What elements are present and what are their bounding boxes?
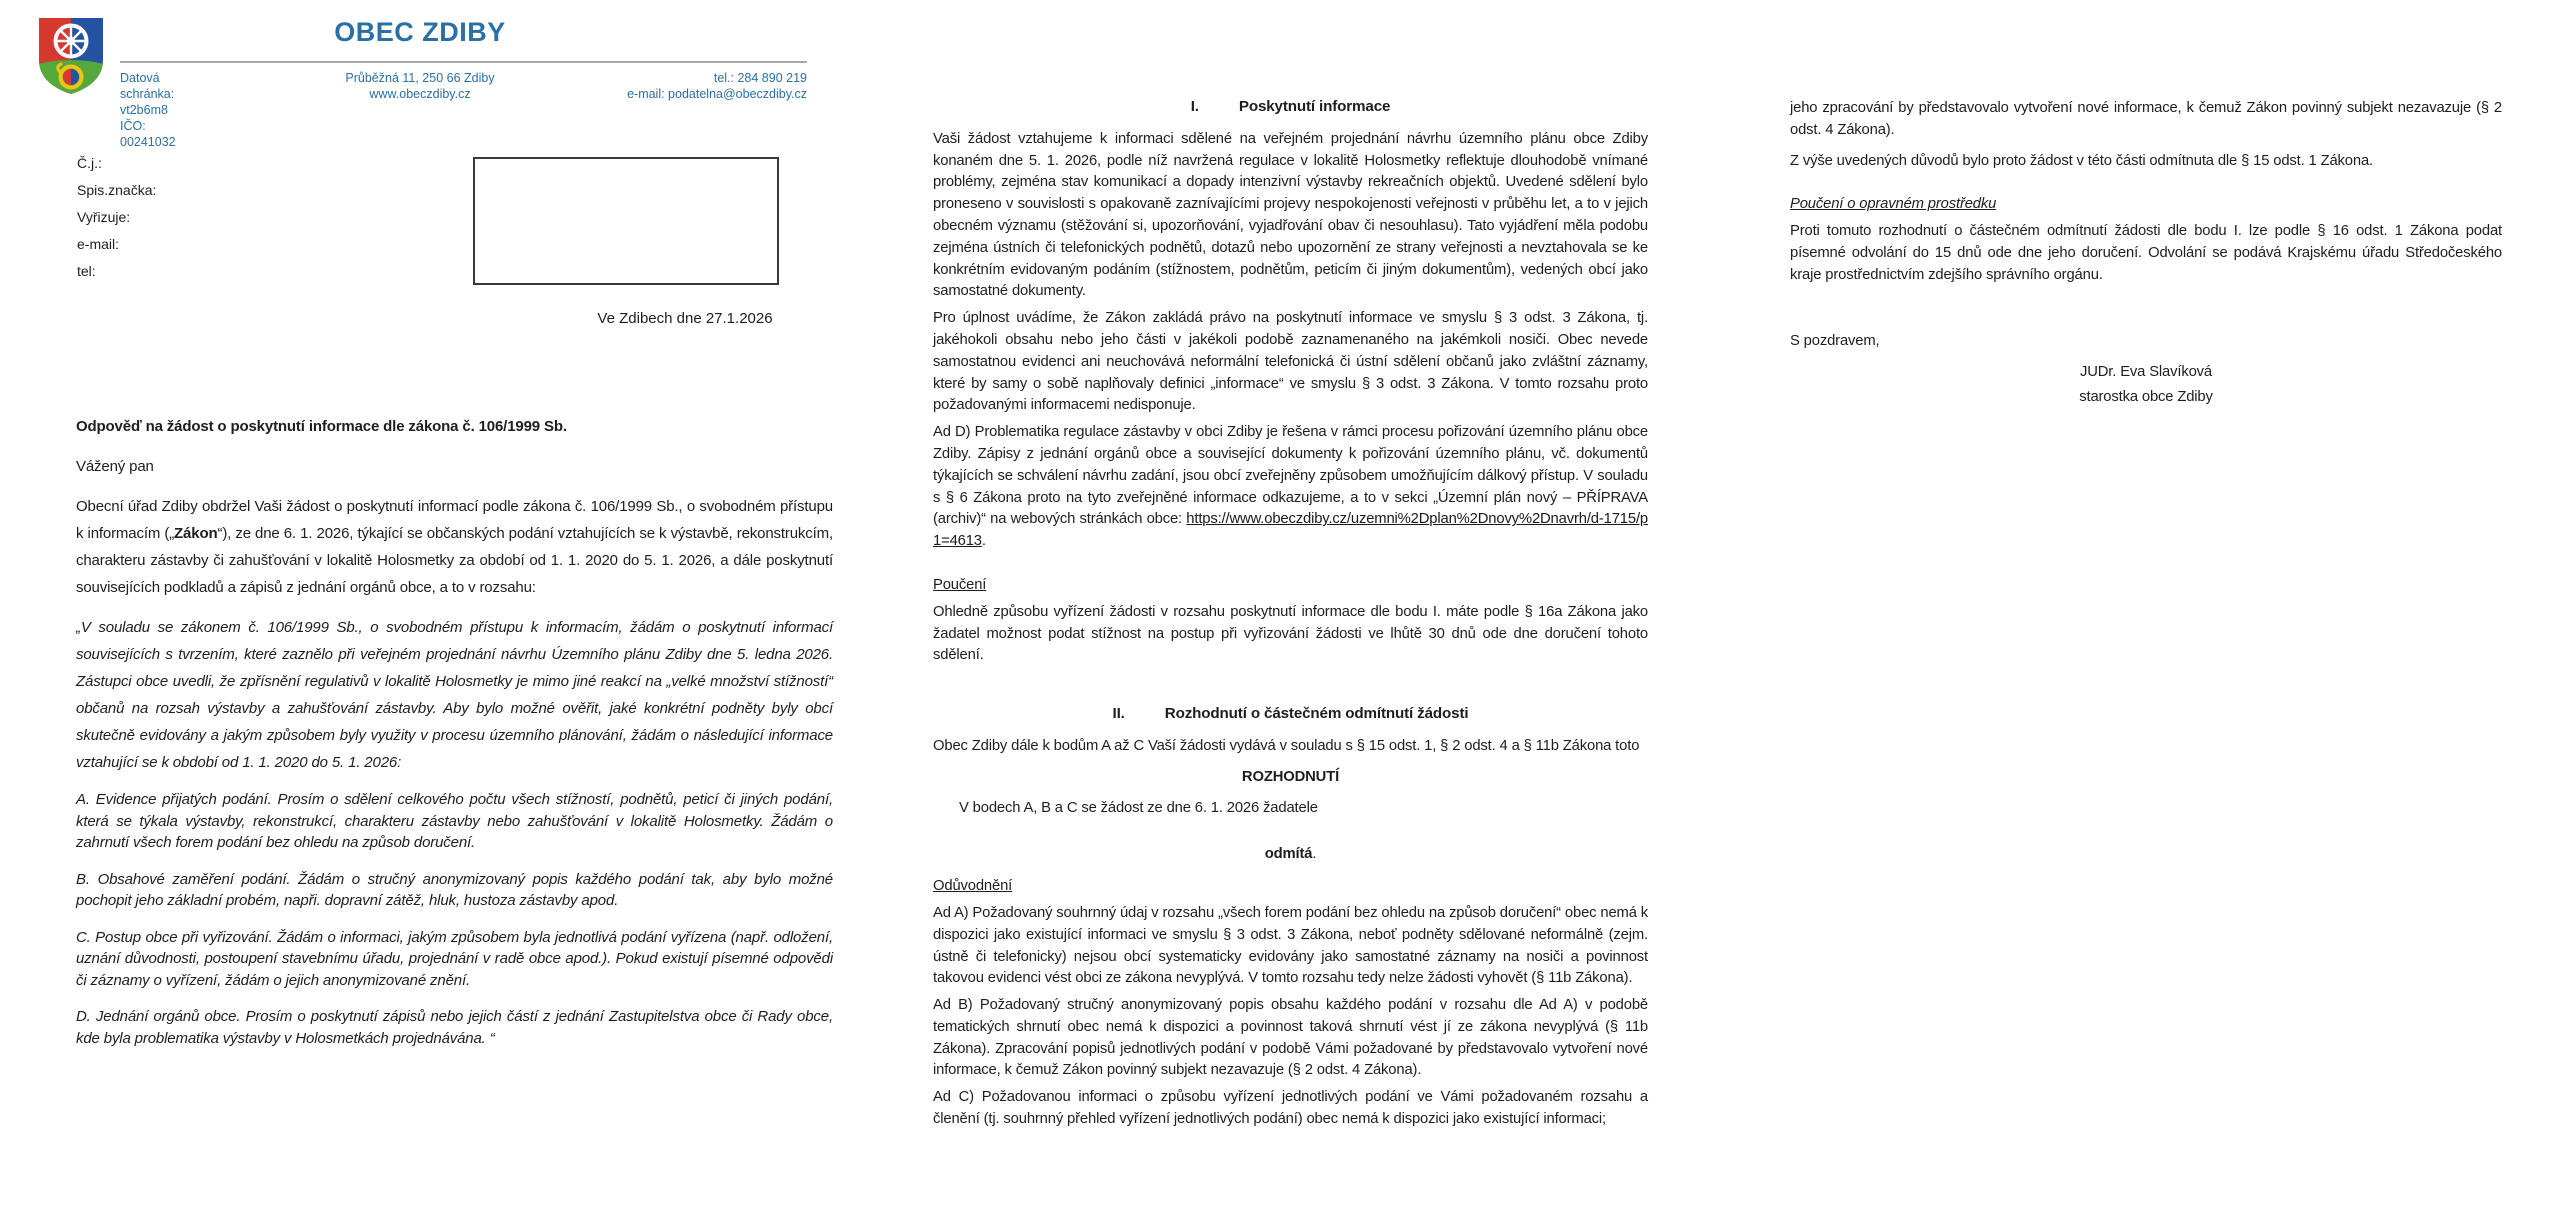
letterhead-phone: tel.: 284 890 219 [713, 71, 807, 85]
appeal-heading: Poučení o opravném prostředku [1790, 196, 1997, 213]
territorial-plan-link[interactable]: https://www.obeczdiby.cz/uzemni%2Dplan%2Dnovy%2Dnavrh/d-1715/p1=4613 [933, 511, 1648, 550]
section-2-title: Rozhodnutí o částečném odmítnutí žádosti [1164, 705, 1469, 723]
request-item-a: A. Evidence přijatých podání. Prosím o sdělení celkového počtu všech stížností, podnětů, peticí či jiných podání, která se týkala výstavby, rekonstrukcí, charakteru zástavby nebo zahušťování v lokalitě Holosmetky. Žádám o zahrnutí všech forem podání bez ohledu na způsob doručení. [76, 791, 833, 851]
date-line: Ve Zdibech dne 27.1.2026 [597, 310, 773, 327]
request-item-c: C. Postup obce při vyřizování. Žádám o informaci, jakým způsobem byla jednotlivá podání vyřízena (např. odložení, uznání důvodnosti, postoupení stavebnímu úřadu, projednání v radě obce apod.). Pokud existují písemné odpovědi či záznamy o vyřízení, žádám o jejich anonymizované znění. [76, 928, 833, 989]
rozhodnuti-heading: ROZHODNUTÍ [1241, 768, 1340, 785]
letterhead-email: e-mail: podatelna@obeczdiby.cz [627, 87, 807, 101]
letterhead-databox: Datová schránka: vt2b6m8 [120, 71, 175, 117]
signature-block [1790, 360, 2502, 410]
page-3 [1790, 98, 2502, 410]
zdiby-coat-of-arms-logo [34, 15, 108, 97]
section-1-paragraph-1: Vaši žádost vztahujeme k informaci sdělené na veřejném projednání návrhu územního plánu obce Zdiby konaném dne 5. 1. 2026, podle níž navržená regulace v lokalitě Holosmetky reflektuje dlouhodobě vnímané problémy, zejména stav komunikací a dopady intenzivní výstavby rekreačních objektů. Uvedené sdělení bylo proneseno v souvislosti s opakovaně zaznívajícími projevy nespokojenosti veřejnosti v průběhu let, a to v jejich obecném významu (stěžování si, upozorňování, vyjadřování obav či nesouhlasu). Tato vyjádření měla podobu zejména ústních či telefonických podnětů, dotazů nebo upozornění ze strany veřejnosti a nevztahovala se ke konkrétním evidovaným podáním (stížnostem, podnětům, peticím či jiným dokumentům), vedených obcí jako samostatné dokumenty. [933, 130, 1648, 300]
ref-email: e-mail: [77, 236, 120, 252]
verdict-period: . [1312, 846, 1317, 863]
ref-tel: tel: [77, 263, 96, 279]
letterhead-ico: IČO: 00241032 [120, 119, 176, 149]
reasoning-ad-a: Ad A) Požadovaný souhrnný údaj v rozsahu „všech forem podání bez ohledu na způsob doručení“ obec nemá k dispozici jako existující informaci ve smyslu § 3 odst. 3 Zákona, neboť podněty sdělované neformálně (zejm. ústně či telefonicky) nejsou obcí systematicky evidovány jako samostatné záznamy na nosiči a povinnost takovou evidenci vést obci ze zákona nevyplývá. V tomto rozsahu tedy nelze žádosti vyhovět (§ 11b Zákona). [933, 904, 1648, 987]
section-2-number: II. [1112, 705, 1125, 723]
subject-line: Odpověď na žádost o poskytnutí informace dle zákona č. 106/1999 Sb. [76, 418, 567, 435]
oduvodneni-heading: Odůvodnění [933, 878, 1013, 895]
ref-cj: Č.j.: [77, 155, 102, 171]
page-2 [933, 96, 1648, 1136]
intro-bold-term: Zákon [174, 525, 218, 542]
request-item-d: D. Jednání orgánů obce. Prosím o poskytnutí zápisů nebo jejich částí z jednání Zastupitelstva obce či Rady obce, kde byla problematika výstavby v Holosmetkách projednávána. “ [76, 1008, 833, 1047]
section-1-title: Poskytnutí informace [1238, 98, 1391, 115]
intro-text-post: “), ze dne 6. 1. 2026, týkající se občanských podání vztahujících se k výstavbě, rekonstrukcím, charakteru zástavby či zahušťování v lokalitě Holosmetky za období od 1. 1. 2020 do 5. 1. 2026, a dále poskytnutí souvisejících podkladů a zápisů z jednání orgánů obce, a to v rozsahu: [76, 525, 833, 596]
letterhead-address: Průběžná 11, 250 66 Zdiby [345, 71, 495, 85]
reasoning-ad-c: Ad C) Požadovanou informaci o způsobu vyřízení jednotlivých podání ve Vámi požadovaném rozsahu a členění (tj. souhrnný přehled vyřízení jednotlivých podání) obec nemá k dispozici jako existující informaci; [933, 1089, 1648, 1128]
decision-scope-line: V bodech A, B a C se žádost ze dne 6. 1. 2026 žadatele [959, 799, 1318, 816]
recipient-address-box [473, 157, 779, 285]
ref-vyrizuje: Vyřizuje: [77, 209, 131, 225]
pouceni-heading: Poučení [933, 576, 987, 593]
ad-d-text-end: . [981, 533, 986, 550]
letterhead-right-block [420, 70, 807, 102]
ref-spis-znacka: Spis.značka: [77, 182, 157, 198]
section-2-heading [933, 703, 1648, 725]
ad-d-text: Ad D) Problematika regulace zástavby v obci Zdiby je řešena v rámci procesu pořizování územního plánu obce Zdiby. Zápisy z jednání orgánů obce a související dokumenty k pořizování územního plánu, vč. dokumentů týkajících se schválení návrhu zadání, jsou obcí zveřejněny způsobem umožňujícím dálkový přístup. V souladu s § 6 Zákona proto na tyto zveřejněné informace odkazujeme, a to v sekci „Územní plán nový – PŘÍPRAVA (archiv)“ na webových stránkách obce: [933, 424, 1648, 528]
letterhead-web: www.obeczdiby.cz [369, 87, 471, 101]
decision-verdict [933, 844, 1648, 866]
closing-line: S pozdravem, [1790, 332, 1880, 349]
verdict-word: odmítá [1264, 846, 1313, 863]
reference-fields [77, 150, 156, 285]
request-item-b: B. Obsahové zaměření podání. Žádám o stručný anonymizovaný popis každého podání tak, aby bylo možné pochopit jeho základní probém, napři. dopravní zátěž, hluk, hustoza zástavby apod. [76, 870, 833, 909]
appeal-paragraph: Proti tomuto rozhodnutí o částečném odmítnutí žádosti dle bodu I. lze podle § 16 odst. 1 Zákona podat písemné odvolání do 15 dnů ode dne jeho doručení. Odvolání se podává Krajskému úřadu Středočeského kraje prostřednictvím zdejšího správního orgánu. [1790, 223, 2502, 283]
pouceni-paragraph: Ohledně způsobu vyřízení žádosti v rozsahu poskytnutí informace dle bodu I. máte podle § 16a Zákona jako žadatel možnost podat stížnost na postup při vyřizování žádosti ve lhůtě 30 dnů ode dne doručení tohoto sdělení. [933, 603, 1648, 664]
request-quote: „V souladu se zákonem č. 106/1999 Sb., o svobodném přístupu k informacím, žádám o poskytnutí informací souvisejících s tvrzením, které zaznělo při veřejném projednání návrhu Územního plánu Zdiby dne 5. ledna 2026. Zástupci obce uvedli, že zpřísnění regulativů v lokalitě Holosmetky je mimo jiné reakcí na „velké množství stížností“ občanů na rozsah výstavby a zahušťování zástavby. Aby bylo možné ověřit, jaké konkrétní podněty byly obcí skutečně evidovány a jakým způsobem byly využity v procesu územního plánování, žádám o následující informace vztahující se k období od 1. 1. 2020 do 5. 1. 2026: [76, 619, 833, 771]
signer-role: starostka obce Zdiby [2079, 389, 2213, 406]
rejection-summary: Z výše uvedených důvodů bylo proto žádost v této části odmítnuta dle § 15 odst. 1 Zákona. [1790, 152, 2373, 169]
section-2-intro: Obec Zdiby dále k bodům A až C Vaší žádosti vydává v souladu s § 15 odst. 1, § 2 odst. 4 a § 11b Zákona toto [933, 737, 1640, 754]
letterhead-left-block [120, 70, 176, 150]
section-1-paragraph-3 [933, 422, 1648, 553]
municipality-title: OBEC ZDIBY [334, 17, 506, 47]
page-1-body [76, 413, 833, 1064]
intro-text-pre: Obecní úřad Zdiby obdržel Vaši žádost o poskytnutí informací podle zákona č. 106/1999 Sb., o svobodném přístupu k informacím („ [76, 498, 833, 542]
signer-name: JUDr. Eva Slavíková [2079, 364, 2212, 381]
reasoning-ad-b: Ad B) Požadovaný stručný anonymizovaný popis obsahu každého podání v rozsahu dle Ad A) v podobě tematických shrnutí obec nemá k dispozici a povinnost taková shrnutí vést jí ze zákona nevyplývá (§ 11b Zákona). Zpracování popisů jednotlivých podání v podobě Vámi požadované by představovalo vytvoření nové informace, k čemuž Zákon povinný subjekt nezavazuje (§ 2 odst. 4 Zákona). [933, 997, 1648, 1079]
letterhead-divider [120, 61, 807, 63]
section-1-number: I. [1190, 98, 1199, 115]
reasoning-continued: jeho zpracování by představovalo vytvoření nové informace, k čemuž Zákon povinný subjekt nezavazuje (§ 2 odst. 4 Zákona). [1790, 100, 2502, 138]
section-1-paragraph-2: Pro úplnost uvádíme, že Zákon zakládá právo na poskytnutí informace ve smyslu § 3 odst. 3 Zákona, tj. jakéhokoli obsahu nebo jeho části v jakékoli podobě zaznamenaného na jakémkoli nosiči. Obec nevede samostatnou evidenci ani neuchovává neformální telefonická či ústní sdělení občanů jako zvláštní záznamy, které by samy o sobě naplňovaly definici „informace“ ve smyslu § 3 odst. 3 Zákona. V tomto rozsahu proto požadovanými informacemi nedisponuje. [933, 310, 1648, 414]
salutation: Vážený pan [76, 458, 154, 475]
section-1-heading [933, 96, 1648, 118]
intro-paragraph [76, 493, 833, 601]
